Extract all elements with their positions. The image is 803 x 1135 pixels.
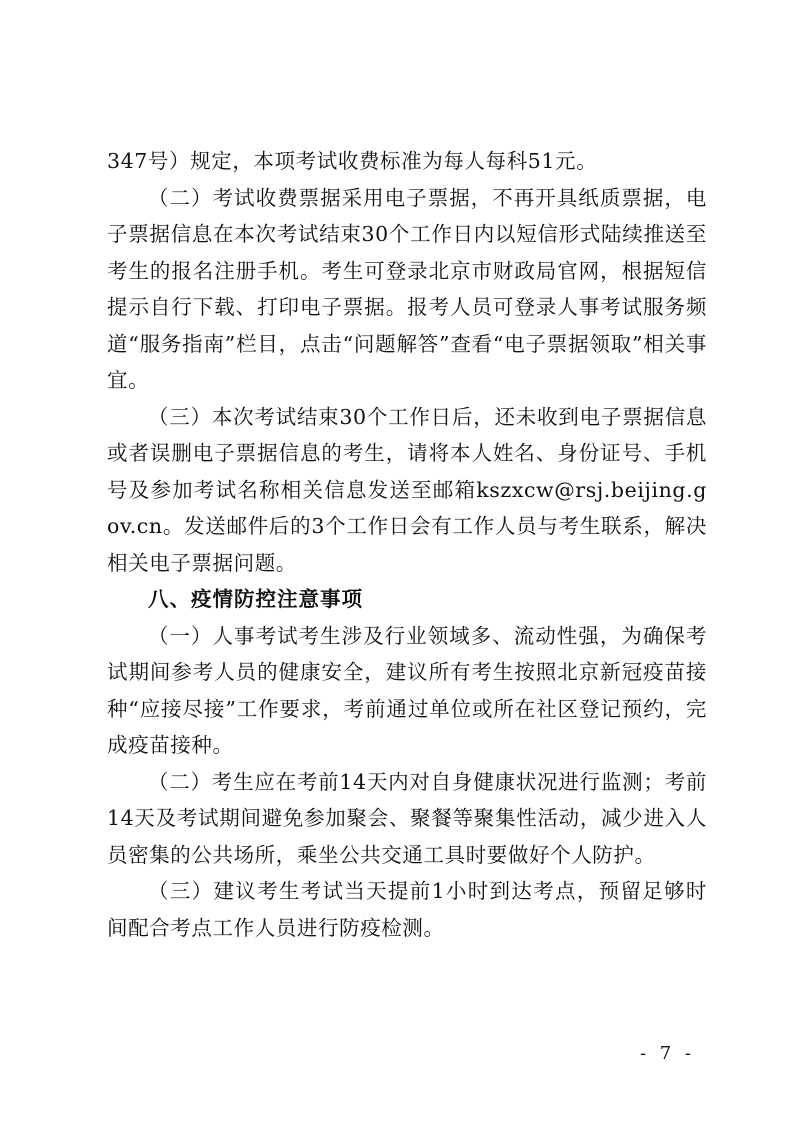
paragraph-electronic-receipt: （二）考试收费票据采用电子票据，不再开具纸质票据，电子票据信息在本次考试结束30个工作日内以短信形式陆续推送至考生的报名注册手机。考生可登录北京市财政局官网，根据短信提示自行下载、打印电子票据。报考人员可登录人事考试服务频道“服务指南”栏目，点击“问题解答”查看“电子票据领取”相关事宜。 xyxy=(107,185,707,392)
paragraph-vaccination: （一）人事考试考生涉及行业领域多、流动性强，为确保考试期间参考人员的健康安全，建议所有考生按照北京新冠疫苗接种“应接尽接”工作要求，考前通过单位或所在社区登记预约，完成疫苗接种。 xyxy=(107,623,707,757)
paragraph-fee-standard: 347号）规定，本项考试收费标准为每人每科51元。 xyxy=(107,149,598,173)
paragraph-receipt-missing: （三）本次考试结束30个工作日后，还未收到电子票据信息或者误删电子票据信息的考生，请将本人姓名、身份证号、手机号及参加考试名称相关信息发送至邮箱kszxcw@rsj.beijing.gov.cn。发送邮件后的3个工作日会有工作人员与考生联系，解决相关电子票据问题。 xyxy=(107,404,707,575)
paragraph-health-monitoring: （二）考生应在考前14天内对自身健康状况进行监测；考前14天及考试期间避免参加聚会、聚餐等聚集性活动，减少进入人员密集的公共场所，乘坐公共交通工具时要做好个人防护。 xyxy=(107,769,707,867)
paragraph-arrival-time: （三）建议考生考试当天提前1小时到达考点，预留足够时间配合考点工作人员进行防疫检测。 xyxy=(107,879,707,940)
document-body xyxy=(107,143,707,946)
page-number: - 7 - xyxy=(639,1043,695,1064)
section-heading-epidemic-prevention: 八、疫情防控注意事项 xyxy=(148,587,363,611)
